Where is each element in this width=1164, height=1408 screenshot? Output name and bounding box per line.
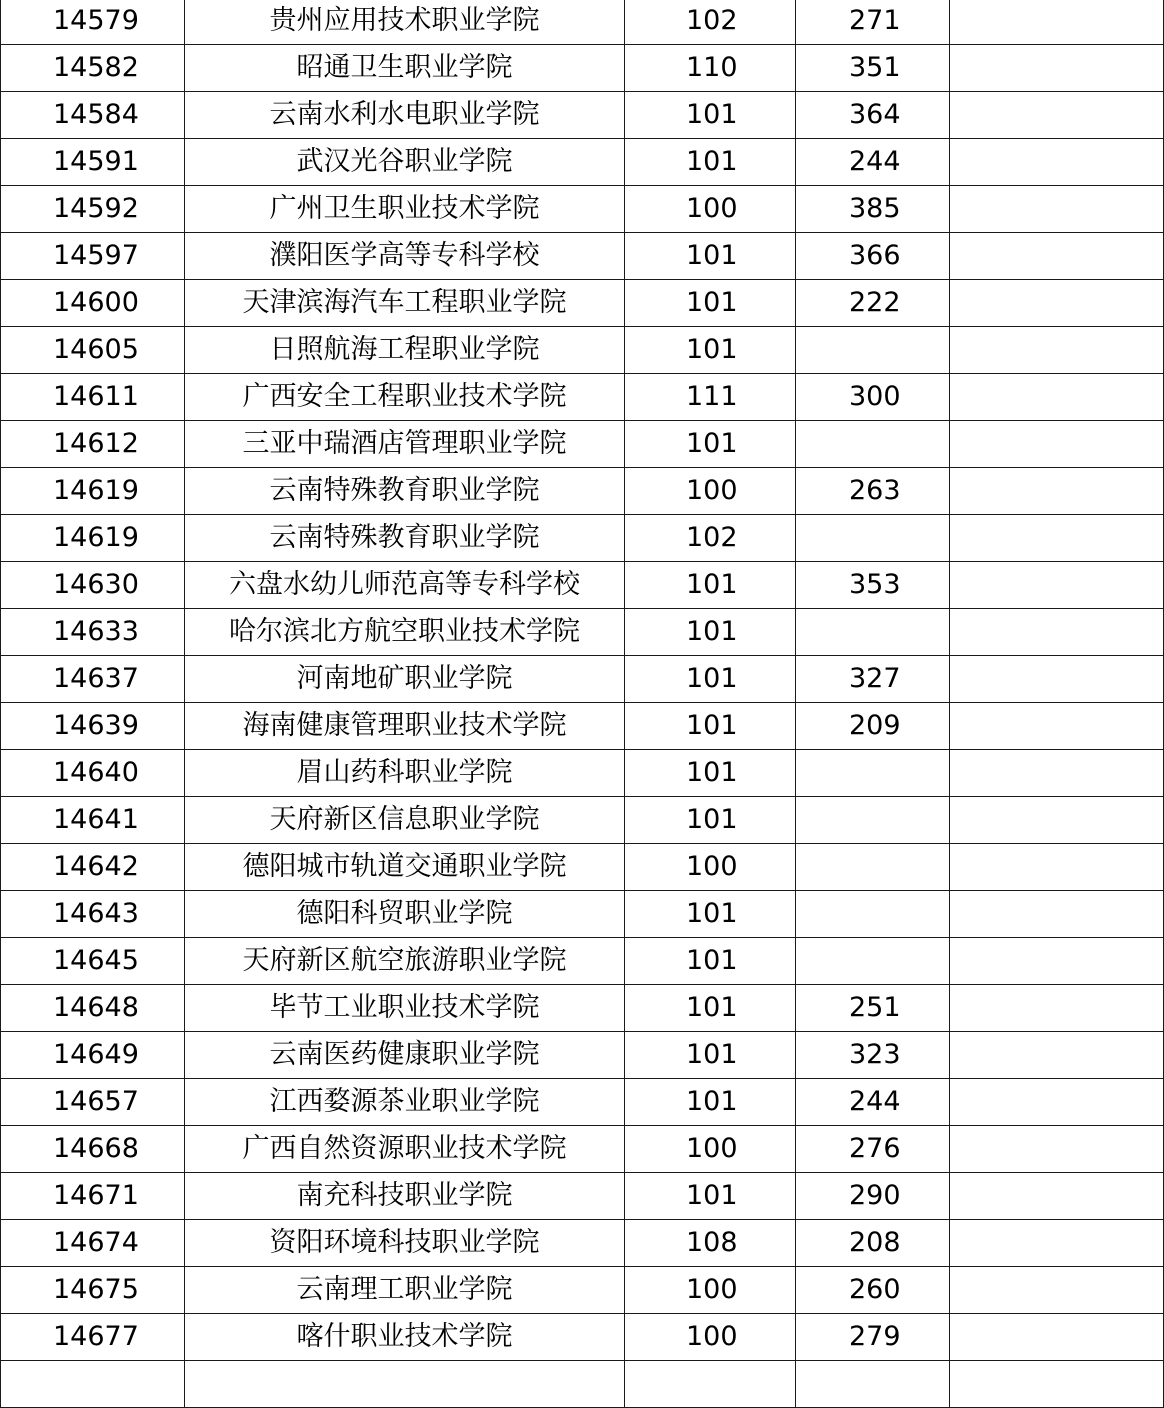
- school-code-cell: 14674: [1, 1220, 185, 1267]
- plan-code-cell: 101: [625, 421, 796, 468]
- school-name-cell: 天津滨海汽车工程职业学院: [185, 280, 625, 327]
- school-name-cell: 昭通卫生职业学院: [185, 45, 625, 92]
- school-name-cell: 云南特殊教育职业学院: [185, 468, 625, 515]
- plan-code-cell: 101: [625, 1079, 796, 1126]
- note-cell: [950, 891, 1164, 938]
- note-cell: [950, 327, 1164, 374]
- score-cell: 351: [796, 45, 950, 92]
- table-row: [1, 1314, 1164, 1361]
- table-row: [1, 797, 1164, 844]
- school-name-cell: 海南健康管理职业技术学院: [185, 703, 625, 750]
- note-cell: [950, 938, 1164, 985]
- table-row: [1, 1079, 1164, 1126]
- plan-code-cell: 101: [625, 938, 796, 985]
- note-cell: [950, 186, 1164, 233]
- score-cell: 222: [796, 280, 950, 327]
- plan-code-cell: 101: [625, 656, 796, 703]
- table-row: [1, 1361, 1164, 1408]
- plan-code-cell: 101: [625, 609, 796, 656]
- score-cell: [796, 515, 950, 562]
- score-cell: [796, 1361, 950, 1408]
- plan-code-cell: 101: [625, 703, 796, 750]
- note-cell: [950, 233, 1164, 280]
- school-code-cell: 14605: [1, 327, 185, 374]
- table-row: [1, 92, 1164, 139]
- plan-code-cell: 101: [625, 750, 796, 797]
- school-code-cell: 14637: [1, 656, 185, 703]
- table-row: [1, 844, 1164, 891]
- school-code-cell: 14657: [1, 1079, 185, 1126]
- plan-code-cell: 108: [625, 1220, 796, 1267]
- school-name-cell: 南充科技职业学院: [185, 1173, 625, 1220]
- score-cell: 290: [796, 1173, 950, 1220]
- table-row: [1, 1032, 1164, 1079]
- score-cell: 276: [796, 1126, 950, 1173]
- table-row: [1, 656, 1164, 703]
- note-cell: [950, 703, 1164, 750]
- school-name-cell: 云南水利水电职业学院: [185, 92, 625, 139]
- school-name-cell: 眉山药科职业学院: [185, 750, 625, 797]
- plan-code-cell: 110: [625, 45, 796, 92]
- score-cell: 251: [796, 985, 950, 1032]
- school-name-cell: 云南医药健康职业学院: [185, 1032, 625, 1079]
- note-cell: [950, 1267, 1164, 1314]
- school-name-cell: 哈尔滨北方航空职业技术学院: [185, 609, 625, 656]
- table-row: [1, 280, 1164, 327]
- score-cell: 271: [796, 0, 950, 45]
- table-body: [1, 0, 1164, 1408]
- table-row: [1, 0, 1164, 45]
- score-cell: 385: [796, 186, 950, 233]
- note-cell: [950, 1126, 1164, 1173]
- plan-code-cell: 100: [625, 844, 796, 891]
- school-code-cell: 14584: [1, 92, 185, 139]
- table-row: [1, 45, 1164, 92]
- school-code-cell: 14639: [1, 703, 185, 750]
- school-name-cell: 三亚中瑞酒店管理职业学院: [185, 421, 625, 468]
- note-cell: [950, 844, 1164, 891]
- plan-code-cell: 100: [625, 1314, 796, 1361]
- table-row: [1, 515, 1164, 562]
- note-cell: [950, 985, 1164, 1032]
- table-row: [1, 750, 1164, 797]
- school-name-cell: 广西安全工程职业技术学院: [185, 374, 625, 421]
- plan-code-cell: 101: [625, 1032, 796, 1079]
- plan-code-cell: 101: [625, 985, 796, 1032]
- table-row: [1, 1220, 1164, 1267]
- school-name-cell: 河南地矿职业学院: [185, 656, 625, 703]
- school-code-cell: 14612: [1, 421, 185, 468]
- note-cell: [950, 1220, 1164, 1267]
- table-row: [1, 139, 1164, 186]
- school-code-cell: 14600: [1, 280, 185, 327]
- score-cell: 327: [796, 656, 950, 703]
- score-cell: 244: [796, 1079, 950, 1126]
- plan-code-cell: 101: [625, 233, 796, 280]
- school-code-cell: 14619: [1, 515, 185, 562]
- school-name-cell: 毕节工业职业技术学院: [185, 985, 625, 1032]
- score-cell: 323: [796, 1032, 950, 1079]
- school-code-cell: 14677: [1, 1314, 185, 1361]
- school-name-cell: 天府新区信息职业学院: [185, 797, 625, 844]
- school-code-cell: 14582: [1, 45, 185, 92]
- school-name-cell: 云南特殊教育职业学院: [185, 515, 625, 562]
- school-name-cell: 德阳科贸职业学院: [185, 891, 625, 938]
- table-row: [1, 562, 1164, 609]
- score-cell: 263: [796, 468, 950, 515]
- score-cell: 300: [796, 374, 950, 421]
- score-cell: 353: [796, 562, 950, 609]
- score-cell: 279: [796, 1314, 950, 1361]
- school-name-cell: 武汉光谷职业学院: [185, 139, 625, 186]
- school-code-cell: 14675: [1, 1267, 185, 1314]
- score-cell: [796, 844, 950, 891]
- school-code-cell: 14633: [1, 609, 185, 656]
- score-cell: 364: [796, 92, 950, 139]
- score-cell: 208: [796, 1220, 950, 1267]
- school-code-cell: 14643: [1, 891, 185, 938]
- school-code-cell: 14591: [1, 139, 185, 186]
- school-code-cell: 14611: [1, 374, 185, 421]
- school-code-cell: 14642: [1, 844, 185, 891]
- table-row: [1, 985, 1164, 1032]
- school-name-cell: 德阳城市轨道交通职业学院: [185, 844, 625, 891]
- school-name-cell: 江西婺源茶业职业学院: [185, 1079, 625, 1126]
- table-row: [1, 938, 1164, 985]
- table-row: [1, 703, 1164, 750]
- plan-code-cell: 101: [625, 327, 796, 374]
- school-code-cell: 14671: [1, 1173, 185, 1220]
- plan-code-cell: 101: [625, 139, 796, 186]
- score-cell: [796, 750, 950, 797]
- school-code-cell: 14579: [1, 0, 185, 45]
- school-code-cell: 14648: [1, 985, 185, 1032]
- plan-code-cell: 101: [625, 891, 796, 938]
- school-code-cell: [1, 1361, 185, 1408]
- table-row: [1, 421, 1164, 468]
- plan-code-cell: 100: [625, 1267, 796, 1314]
- score-cell: 366: [796, 233, 950, 280]
- note-cell: [950, 562, 1164, 609]
- school-name-cell: 资阳环境科技职业学院: [185, 1220, 625, 1267]
- score-cell: [796, 891, 950, 938]
- note-cell: [950, 1079, 1164, 1126]
- school-code-cell: 14619: [1, 468, 185, 515]
- school-name-cell: 濮阳医学高等专科学校: [185, 233, 625, 280]
- school-name-cell: 云南理工职业学院: [185, 1267, 625, 1314]
- plan-code-cell: 101: [625, 797, 796, 844]
- school-name-cell: 六盘水幼儿师范高等专科学校: [185, 562, 625, 609]
- plan-code-cell: 101: [625, 1173, 796, 1220]
- school-code-cell: 14592: [1, 186, 185, 233]
- school-name-cell: 天府新区航空旅游职业学院: [185, 938, 625, 985]
- note-cell: [950, 609, 1164, 656]
- score-cell: [796, 327, 950, 374]
- school-code-cell: 14645: [1, 938, 185, 985]
- note-cell: [950, 421, 1164, 468]
- note-cell: [950, 45, 1164, 92]
- school-code-cell: 14597: [1, 233, 185, 280]
- school-name-cell: 日照航海工程职业学院: [185, 327, 625, 374]
- plan-code-cell: [625, 1361, 796, 1408]
- note-cell: [950, 374, 1164, 421]
- plan-code-cell: 101: [625, 280, 796, 327]
- score-cell: [796, 609, 950, 656]
- note-cell: [950, 0, 1164, 45]
- school-name-cell: [185, 1361, 625, 1408]
- table-row: [1, 327, 1164, 374]
- note-cell: [950, 280, 1164, 327]
- score-cell: 244: [796, 139, 950, 186]
- note-cell: [950, 797, 1164, 844]
- score-cell: [796, 421, 950, 468]
- table-row: [1, 1173, 1164, 1220]
- note-cell: [950, 750, 1164, 797]
- school-code-cell: 14641: [1, 797, 185, 844]
- note-cell: [950, 656, 1164, 703]
- note-cell: [950, 1361, 1164, 1408]
- note-cell: [950, 468, 1164, 515]
- table-row: [1, 1126, 1164, 1173]
- table-row: [1, 1267, 1164, 1314]
- school-code-cell: 14640: [1, 750, 185, 797]
- plan-code-cell: 100: [625, 186, 796, 233]
- school-code-cell: 14649: [1, 1032, 185, 1079]
- plan-code-cell: 102: [625, 0, 796, 45]
- note-cell: [950, 1314, 1164, 1361]
- note-cell: [950, 515, 1164, 562]
- school-name-cell: 广西自然资源职业技术学院: [185, 1126, 625, 1173]
- table-row: [1, 233, 1164, 280]
- note-cell: [950, 92, 1164, 139]
- plan-code-cell: 101: [625, 562, 796, 609]
- note-cell: [950, 139, 1164, 186]
- school-name-cell: 广州卫生职业技术学院: [185, 186, 625, 233]
- score-cell: [796, 797, 950, 844]
- school-code-cell: 14630: [1, 562, 185, 609]
- table-row: [1, 186, 1164, 233]
- plan-code-cell: 111: [625, 374, 796, 421]
- note-cell: [950, 1032, 1164, 1079]
- score-cell: 209: [796, 703, 950, 750]
- school-code-cell: 14668: [1, 1126, 185, 1173]
- table-row: [1, 374, 1164, 421]
- score-cell: 260: [796, 1267, 950, 1314]
- plan-code-cell: 102: [625, 515, 796, 562]
- school-name-cell: 贵州应用技术职业学院: [185, 0, 625, 45]
- score-cell: [796, 938, 950, 985]
- school-name-cell: 喀什职业技术学院: [185, 1314, 625, 1361]
- table-row: [1, 891, 1164, 938]
- note-cell: [950, 1173, 1164, 1220]
- plan-code-cell: 100: [625, 468, 796, 515]
- table-row: [1, 468, 1164, 515]
- plan-code-cell: 100: [625, 1126, 796, 1173]
- plan-code-cell: 101: [625, 92, 796, 139]
- table-row: [1, 609, 1164, 656]
